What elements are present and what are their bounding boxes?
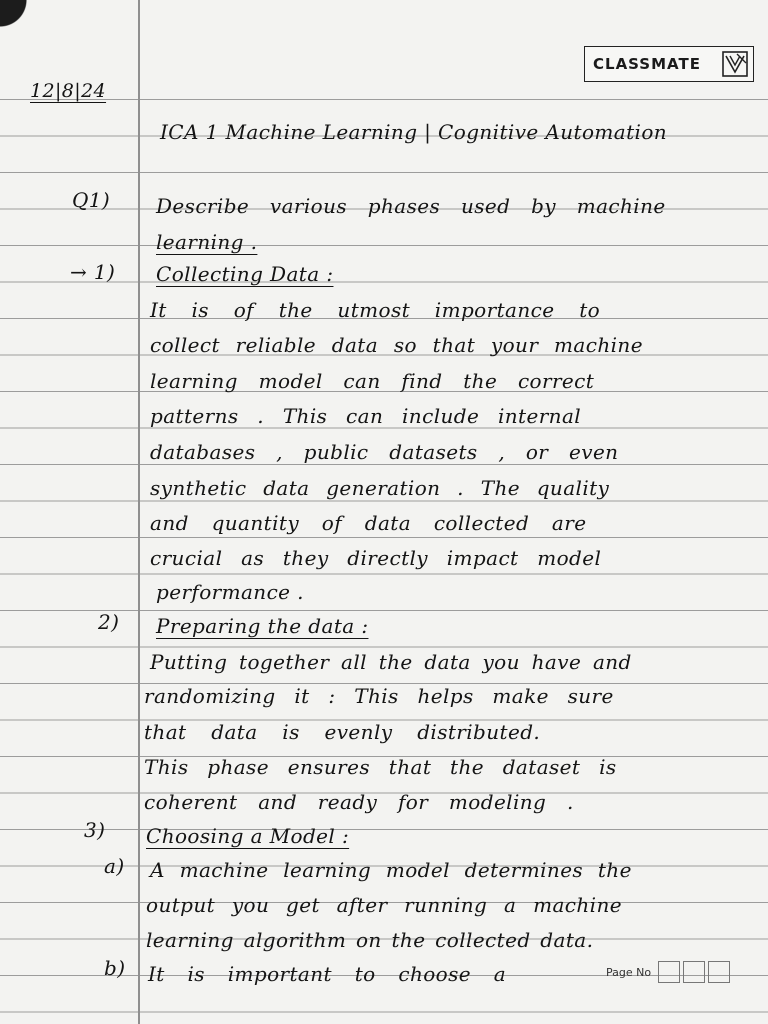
phase-heading: Choosing a Model : xyxy=(146,824,350,848)
phase-heading: Preparing the data : xyxy=(156,614,369,638)
page-title: ICA 1 Machine Learning | Cognitive Automation xyxy=(160,120,668,144)
brand-box xyxy=(584,46,754,82)
brand-name: CLASSMATE xyxy=(593,55,701,73)
body-line: Putting together all the data you have and xyxy=(150,650,632,674)
date: 12|8|24 xyxy=(30,80,107,102)
dark-corner xyxy=(0,0,40,40)
body-line: synthetic data generation . The quality xyxy=(150,476,610,500)
phase-marker: → 1) xyxy=(70,260,116,284)
classmate-logo-icon xyxy=(721,50,749,78)
point-marker: b) xyxy=(104,956,126,980)
body-line: databases , public datasets , or even xyxy=(150,440,619,464)
body-line: It is of the utmost importance to xyxy=(150,298,601,322)
body-line: performance . xyxy=(156,580,304,604)
question-number: Q1) xyxy=(72,188,111,212)
body-line: A machine learning model determines the xyxy=(150,858,632,882)
page-digit-box xyxy=(683,961,705,983)
body-line: collect reliable data so that your machine xyxy=(150,333,643,357)
body-line: crucial as they directly impact model xyxy=(150,546,602,570)
body-line: randomizing it : This helps make sure xyxy=(144,684,614,708)
margin-line xyxy=(138,0,140,1024)
phase-marker: 3) xyxy=(84,818,106,842)
body-line: and quantity of data collected are xyxy=(150,511,587,535)
page-label: Page No xyxy=(606,965,652,979)
point-marker: a) xyxy=(104,854,125,878)
body-line: This phase ensures that the dataset is xyxy=(144,755,617,779)
question-text: Describe various phases used by machine xyxy=(156,194,666,218)
phase-marker: 2) xyxy=(98,610,120,634)
body-line: learning model can find the correct xyxy=(150,369,595,393)
phase-heading: Collecting Data : xyxy=(156,262,334,286)
body-line: patterns . This can include internal xyxy=(150,404,582,428)
page-number-box xyxy=(606,961,730,983)
body-line: It is important to choose a xyxy=(148,962,507,986)
question-text: learning . xyxy=(156,230,258,254)
body-line: coherent and ready for modeling . xyxy=(144,790,574,814)
page-digit-box xyxy=(708,961,730,983)
page-digit-box xyxy=(658,961,680,983)
body-line: that data is evenly distributed. xyxy=(144,720,541,744)
body-line: output you get after running a machine xyxy=(146,893,622,917)
body-line: learning algorithm on the collected data. xyxy=(146,928,594,952)
